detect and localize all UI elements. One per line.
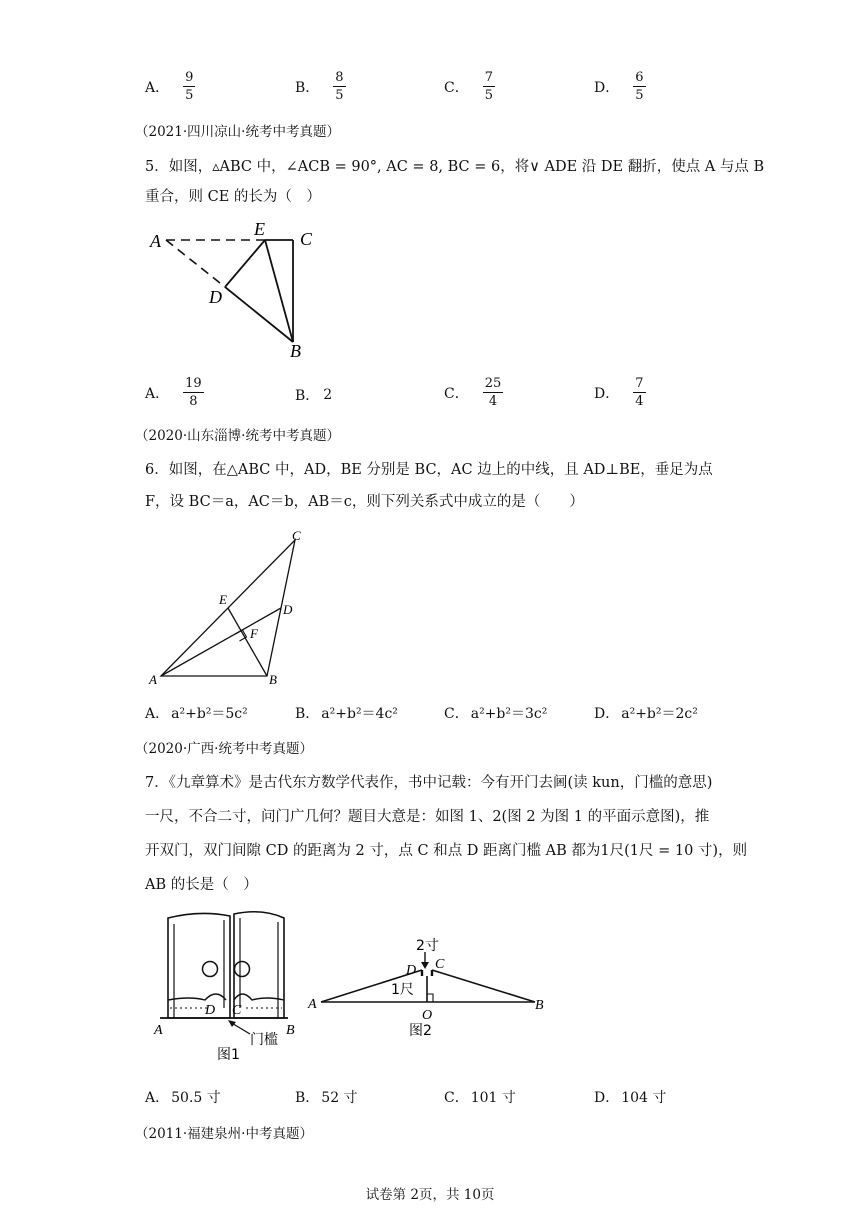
- q8-source: （2011·福建泉州·中考真题）: [135, 1126, 313, 1142]
- q7-left-wave: [168, 994, 226, 1000]
- q7-arrow-2cun-head: [421, 962, 429, 969]
- q5-label-a: A: [150, 231, 161, 251]
- q6-label-a: A: [149, 672, 157, 687]
- q7-figure-2: [305, 930, 555, 1042]
- q7-fig1-label-b: B: [286, 1023, 295, 1038]
- q7-fig2-label-1chi: 1尺: [391, 982, 414, 998]
- q4-option-d: D． $\frac{6}{5}$: [594, 70, 644, 103]
- fraction: $\frac{6}{5}$: [635, 70, 644, 103]
- q5-label-c: C: [300, 229, 313, 249]
- q7-source: （2020·广西·统考中考真题）: [135, 741, 313, 757]
- q7-fig1-caption: 图1: [217, 1047, 240, 1063]
- fraction: $\frac{9}{5}$: [185, 70, 194, 103]
- q4-option-b: B． $\frac{8}{5}$: [295, 70, 344, 103]
- q7-left-door-knocker: [203, 962, 218, 977]
- q6-source: （2020·山东淄博·统考中考真题）: [135, 428, 340, 444]
- q6-text-line2: F，设 BC＝a，AC＝b，AB＝c，则下列关系式中成立的是（ ）: [145, 494, 584, 510]
- q5-segment-db: [225, 287, 293, 342]
- q7-fig1-label-d: D: [205, 1003, 216, 1018]
- q6-median-be: [228, 608, 267, 676]
- page-footer: 试卷第 2页，共 10页: [365, 1187, 495, 1203]
- q7-fig2-caption: 图2: [409, 1023, 432, 1039]
- q6-label-f: F: [250, 626, 258, 641]
- q5-label-d: D: [209, 287, 222, 307]
- q6-label-d: D: [283, 602, 293, 617]
- q5-option-a: A． $\frac{19}{8}$: [145, 376, 202, 409]
- q6-label-c: C: [292, 528, 301, 543]
- q7-fig2-label-d: D: [406, 963, 417, 978]
- fraction: $\frac{25}{4}$: [484, 376, 502, 409]
- q6-option-d: D． a²+b²＝2c²: [594, 706, 698, 722]
- q7-left-door: [168, 913, 230, 1018]
- q7-segment-cb: [432, 970, 535, 1002]
- q5-text-line1: 5．如图，▵ABC 中，∠ACB = 90°, AC = 8, BC = 6，将∨ ADE 沿 DE 翻折，使点 A 与点 B: [145, 159, 765, 175]
- q7-fig1-label-menkan: 门槛: [250, 1032, 278, 1048]
- q6-option-b: B． a²+b²＝4c²: [295, 706, 398, 722]
- q7-option-a: A． 50.5 寸: [145, 1090, 221, 1106]
- q5-option-d: D． $\frac{7}{4}$: [594, 376, 644, 409]
- q7-fig2-label-o: O: [422, 1008, 433, 1023]
- q5-text-line2: 重合，则 CE 的长为（ ）: [145, 189, 321, 205]
- q7-text-line4: AB 的长是（ ）: [145, 877, 258, 893]
- q7-fig2-label-c: C: [435, 957, 445, 972]
- q7-text-line1: 7．《九章算术》是古代东方数学代表作，书中记载：今有开门去阃(读 kun，门槛的意思): [145, 775, 713, 791]
- q7-right-door-knocker: [235, 962, 250, 977]
- q7-text-line2: 一尺，不合二寸，问门广几何？题目大意是：如图 1、2(图 2 为图 1 的平面示意图)，推: [145, 809, 710, 825]
- q6-option-a: A． a²+b²＝5c²: [145, 706, 248, 722]
- q6-label-e: E: [219, 592, 227, 607]
- q7-fig2-label-2cun: 2寸: [416, 938, 439, 954]
- q7-text-line3: 开双门，双门间隙 CD 的距离为 2 寸，点 C 和点 D 距离门槛 AB 都为1尺(1尺 = 10 寸)，则: [145, 843, 748, 859]
- q7-fig2-label-b: B: [535, 998, 544, 1013]
- q7-option-b: B． 52 寸: [295, 1090, 358, 1106]
- q7-option-c: C． 101 寸: [444, 1090, 516, 1106]
- q7-right-angle-mark: [427, 994, 433, 1002]
- q5-figure: [140, 215, 340, 365]
- q7-arrow-head: [228, 1020, 236, 1027]
- q5-option-b: B． 2: [295, 387, 333, 404]
- q4-option-a: A． $\frac{9}{5}$: [145, 70, 194, 103]
- fraction: $\frac{7}{5}$: [484, 70, 493, 103]
- q6-figure: [145, 528, 315, 688]
- q6-option-c: C． a²+b²＝3c²: [444, 706, 548, 722]
- q7-fig2-label-a: A: [308, 997, 317, 1012]
- q5-label-b: B: [290, 341, 301, 361]
- q6-text-line1: 6．如图，在△ABC 中，AD，BE 分别是 BC，AC 边上的中线，且 AD⊥BE，垂足为点: [145, 462, 713, 478]
- q7-fig1-label-a: A: [154, 1023, 163, 1038]
- q5-option-c: C． $\frac{25}{4}$: [444, 376, 502, 409]
- fraction: $\frac{7}{4}$: [635, 376, 644, 409]
- fraction: $\frac{19}{8}$: [185, 376, 202, 409]
- q7-figure-1: [150, 908, 310, 1064]
- q7-right-wave: [234, 994, 284, 1000]
- fraction: $\frac{8}{5}$: [335, 70, 344, 103]
- q5-segment-ad: [166, 240, 225, 287]
- q5-label-e: E: [254, 219, 265, 239]
- q5-segment-eb: [265, 240, 293, 342]
- q5-source: （2021·四川凉山·统考中考真题）: [135, 124, 340, 140]
- q7-fig1-label-c: C: [232, 1003, 242, 1018]
- q7-option-d: D． 104 寸: [594, 1090, 667, 1106]
- q6-label-b: B: [269, 672, 277, 687]
- q6-median-ad: [161, 608, 281, 676]
- q7-right-door: [234, 912, 284, 1018]
- q4-option-c: C． $\frac{7}{5}$: [444, 70, 493, 103]
- q5-segment-ed: [225, 240, 265, 287]
